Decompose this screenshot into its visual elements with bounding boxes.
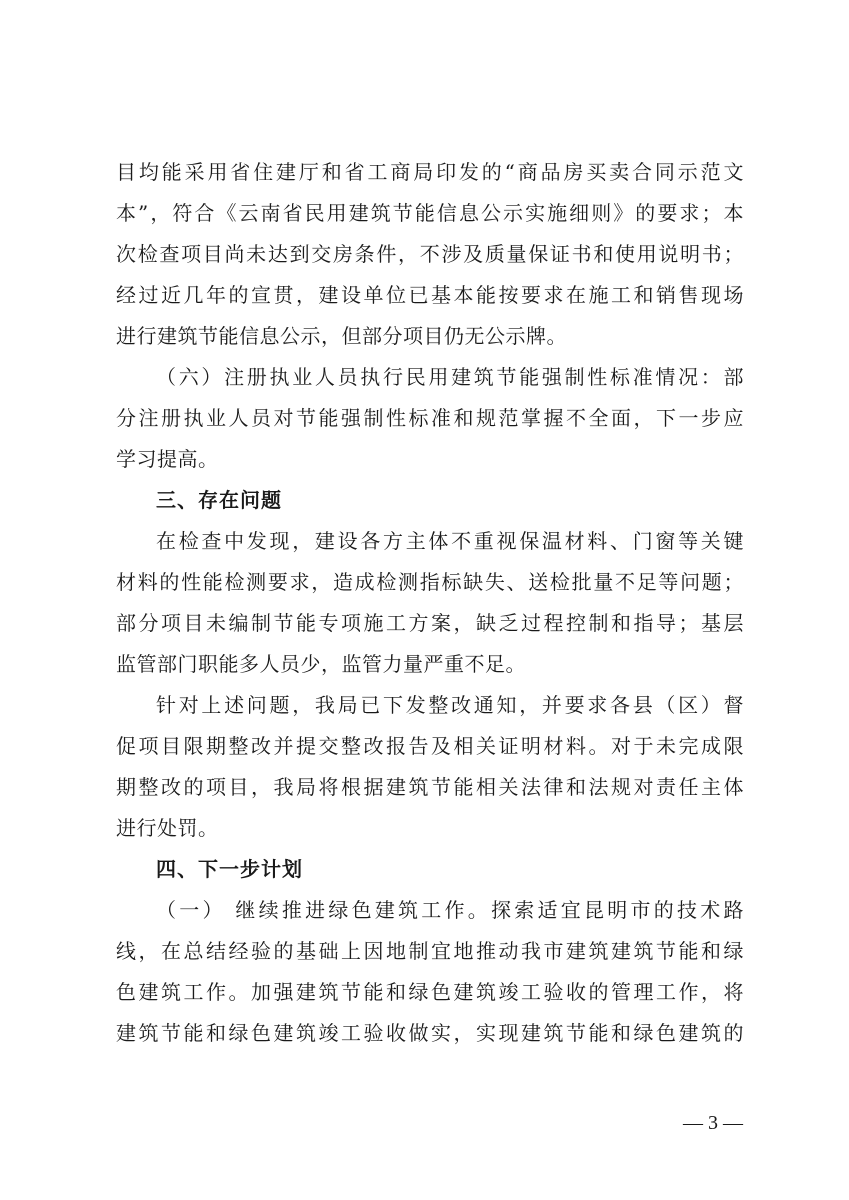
paragraph	[116, 890, 744, 1054]
text-line: （六）注册执业人员执行民用建筑节能强制性标准情况：部	[156, 365, 744, 389]
document-body	[116, 152, 744, 1054]
text-line: 次检查项目尚未达到交房条件，不涉及质量保证书和使用说明书；	[116, 242, 744, 266]
text-line: 材料的性能检测要求，造成检测指标缺失、送检批量不足等问题；	[116, 570, 744, 594]
text-line: （一） 继续推进绿色建筑工作。探索适宜昆明市的技术路	[156, 898, 744, 922]
paragraph	[116, 685, 744, 849]
text-line: 针对上述问题，我局已下发整改通知，并要求各县（区）督	[156, 693, 744, 717]
section-heading: 四、下一步计划	[156, 857, 303, 881]
text-line: 促项目限期整改并提交整改报告及相关证明材料。对于未完成限	[116, 734, 744, 758]
text-line: 本”，符合《云南省民用建筑节能信息公示实施细则》的要求；本	[116, 201, 744, 225]
text-line: 目均能采用省住建厅和省工商局印发的“商品房买卖合同示范文	[116, 160, 744, 184]
text-line: 在检查中发现，建设各方主体不重视保温材料、门窗等关键	[156, 529, 744, 553]
text-line: 分注册执业人员对节能强制性标准和规范掌握不全面，下一步应	[116, 406, 744, 430]
text-line: 进行处罚。	[116, 816, 219, 840]
text-line: 进行建筑节能信息公示，但部分项目仍无公示牌。	[116, 324, 567, 348]
text-line: 色建筑工作。加强建筑节能和绿色建筑竣工验收的管理工作，将	[116, 980, 744, 1004]
text-line: 经过近几年的宣贯，建设单位已基本能按要求在施工和销售现场	[116, 283, 744, 307]
page-number: — 3 —	[683, 1112, 743, 1134]
text-line: 学习提高。	[116, 447, 219, 471]
text-line: 建筑节能和绿色建筑竣工验收做实，实现建筑节能和绿色建筑的	[116, 1021, 744, 1045]
paragraph-continuation	[116, 152, 744, 357]
paragraph	[116, 357, 744, 480]
paragraph	[116, 521, 744, 685]
text-line: 期整改的项目，我局将根据建筑节能相关法律和法规对责任主体	[116, 775, 744, 799]
text-line: 监管部门职能多人员少，监管力量严重不足。	[116, 652, 526, 676]
text-line: 部分项目未编制节能专项施工方案，缺乏过程控制和指导；基层	[116, 611, 744, 635]
text-line: 线，在总结经验的基础上因地制宜地推动我市建筑建筑节能和绿	[116, 939, 744, 963]
section-heading: 三、存在问题	[156, 488, 282, 512]
